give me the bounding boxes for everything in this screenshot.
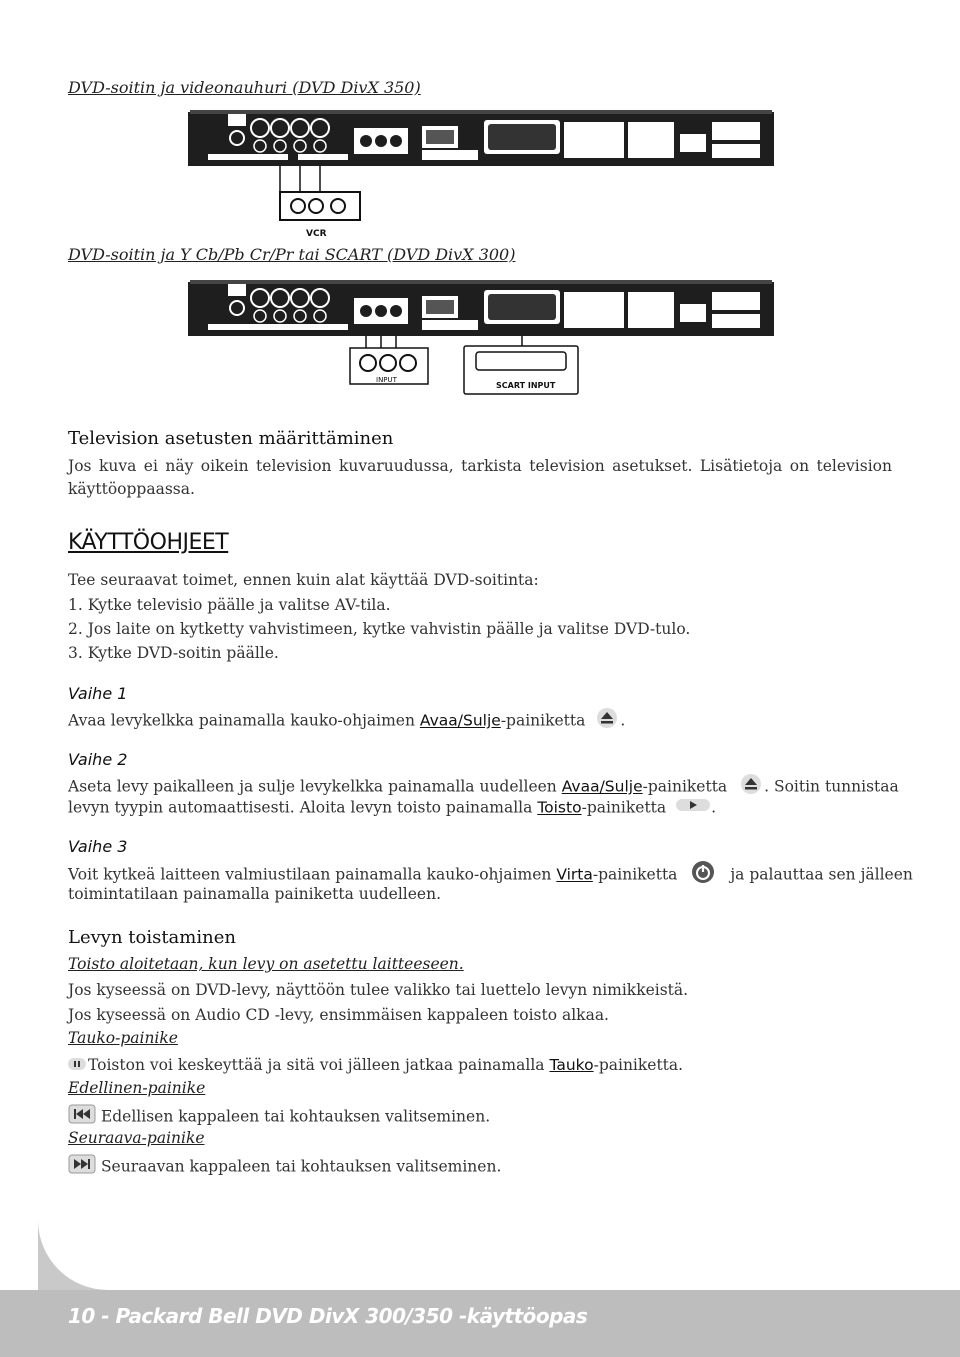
next-title: Seuraava-painike xyxy=(68,1129,205,1147)
prev-text: Edellisen kappaleen tai kohtauksen valitseminen. xyxy=(68,1104,490,1131)
toisto-key: Toisto xyxy=(537,798,582,817)
step3-line2: toimintatilaan painamalla painiketta uudelleen. xyxy=(68,885,442,903)
step2-title: Vaihe 2 xyxy=(68,750,128,769)
next-text: Seuraavan kappaleen tai kohtauksen valitseminen. xyxy=(68,1154,501,1181)
next-track-icon xyxy=(68,1154,96,1181)
playback-subheading: Toisto aloitetaan, kun levy on asetettu laitteeseen. xyxy=(68,955,464,973)
prev-title: Edellinen-painike xyxy=(68,1079,206,1097)
pause-icon xyxy=(68,1055,88,1078)
step1-title: Vaihe 1 xyxy=(68,684,128,703)
eject-icon xyxy=(594,707,620,736)
avaa-sulje-key: Avaa/Sulje xyxy=(419,711,501,730)
vcr-label: VCR xyxy=(306,229,327,238)
instructions-intro: Tee seuraavat toimet, ennen kuin alat käyttää DVD-soitinta: xyxy=(68,571,539,589)
instructions-item-3: 3. Kytke DVD-soitin päälle. xyxy=(68,644,279,662)
pause-title: Tauko-painike xyxy=(68,1029,178,1047)
playback-line1: Jos kyseessä on DVD-levy, näyttöön tulee valikko tai luettelo levyn nimikkeistä. xyxy=(68,981,689,999)
instructions-item-1: 1. Kytke televisio päälle ja valitse AV-tila. xyxy=(68,596,391,614)
instructions-item-2: 2. Jos laite on kytketty vahvistimeen, kytke vahvistin päälle ja valitse DVD-tulo. xyxy=(68,620,691,638)
previous-track-icon xyxy=(68,1104,96,1131)
step2-line2: levyn tyypin automaattisesti. Aloita levyn toisto painamalla Toisto-painiketta . xyxy=(68,796,892,821)
ypbpr-input-label: INPUT xyxy=(376,376,397,384)
playback-line2: Jos kyseessä on Audio CD -levy, ensimmäisen kappaleen toisto alkaa. xyxy=(68,1006,609,1024)
avaa-sulje-key-2: Avaa/Sulje xyxy=(561,777,643,796)
tv-settings-heading: Television asetusten määrittäminen xyxy=(68,428,394,449)
step3-title: Vaihe 3 xyxy=(68,837,128,856)
scart-input-label: SCART INPUT xyxy=(496,381,556,390)
playback-heading: Levyn toistaminen xyxy=(68,927,236,948)
pause-text: Toiston voi keskeyttää ja sitä voi jälleen jatkaa painamalla Tauko-painiketta. xyxy=(68,1054,683,1078)
diagram1-caption: DVD-soitin ja videonauhuri (DVD DivX 350) xyxy=(68,78,421,97)
tv-settings-text: Jos kuva ei näy oikein television kuvaruudussa, tarkista television asetukset. Lisätietoja on television käyttöoppaassa. xyxy=(68,457,892,498)
footer-page-label: 10 - Packard Bell DVD DivX 300/350 -käyttöopas xyxy=(68,1304,588,1328)
step3-line1: Voit kytkeä laitteen valmiustilaan painamalla kauko-ohjaimen Virta-painiketta ja palauttaa sen jälleen xyxy=(68,860,892,891)
rear-panel-diagram-scart xyxy=(188,278,778,396)
virta-key: Virta xyxy=(556,865,593,884)
step2-line1: Aseta levy paikalleen ja sulje levykelkka painamalla uudelleen Avaa/Sulje-painiketta . Soitin tunnistaa xyxy=(68,773,892,802)
tauko-key: Tauko xyxy=(549,1056,594,1074)
rear-panel-diagram-vcr xyxy=(188,108,778,238)
step1-text: Avaa levykelkka painamalla kauko-ohjaimen Avaa/Sulje-painiketta . xyxy=(68,707,892,736)
instructions-heading: KÄYTTÖOHJEET xyxy=(68,530,229,555)
play-icon xyxy=(675,796,711,821)
power-icon xyxy=(690,860,716,891)
diagram2-caption: DVD-soitin ja Y Cb/Pb Cr/Pr tai SCART (DVD DivX 300) xyxy=(68,245,516,264)
